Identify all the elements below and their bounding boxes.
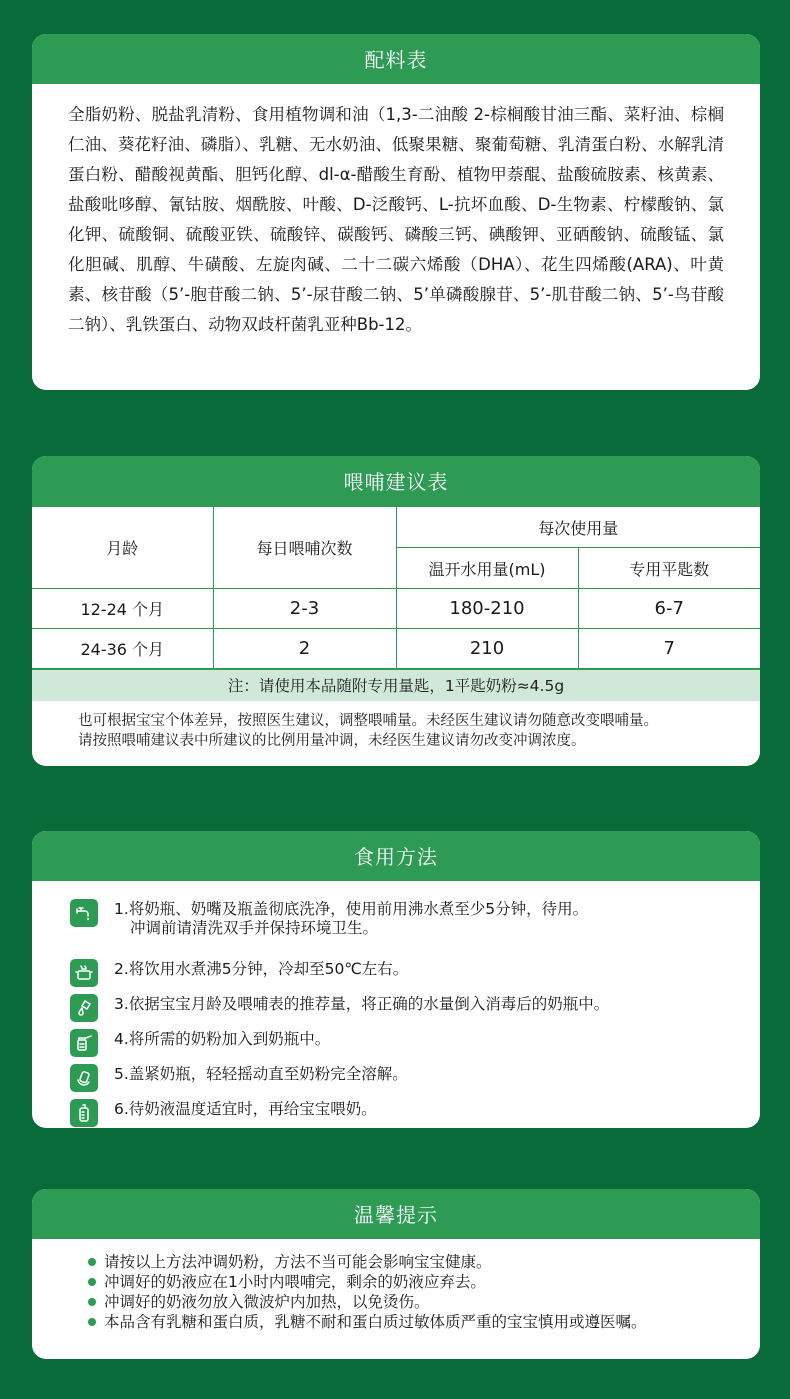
step-item [70, 994, 760, 1029]
step-text: 2.将饮用水煮沸5分钟，冷却至50℃左右。 [114, 960, 409, 978]
tips-card [32, 1189, 760, 1359]
cell-water: 210 [396, 629, 578, 669]
cell-scoops: 7 [578, 629, 760, 669]
feeding-card [32, 456, 760, 766]
step-text: 4.将所需的奶粉加入到奶瓶中。 [114, 1030, 331, 1048]
tip-text: 请按以上方法冲调奶粉，方法不当可能会影响宝宝健康。 [104, 1253, 492, 1271]
bullet-icon [88, 1278, 96, 1286]
pour-water-icon [70, 994, 98, 1022]
advice-line: 请按照喂哺建议表中所建议的比例用量冲调，未经医生建议请勿改变冲调浓度。 [78, 733, 586, 749]
cell-age: 24-36 个月 [32, 629, 213, 669]
step-item [70, 1064, 760, 1099]
table-row [32, 589, 760, 629]
step-item [70, 899, 760, 959]
step-item [70, 1029, 760, 1064]
list-item [88, 1292, 760, 1312]
faucet-icon [70, 899, 98, 927]
header-times: 每日喂哺次数 [213, 507, 396, 589]
cell-times: 2 [213, 629, 396, 669]
add-powder-icon [70, 1029, 98, 1057]
advice-line: 也可根据宝宝个体差异，按照医生建议，调整喂哺量。未经医生建议请勿随意改变喂哺量。 [78, 713, 658, 729]
feeding-title: 喂哺建议表 [32, 456, 760, 506]
method-steps [32, 881, 760, 1128]
feeding-note: 注：请使用本品随附专用量匙，1平匙奶粉≈4.5g [32, 669, 760, 701]
header-scoops: 专用平匙数 [578, 548, 760, 589]
step-item [70, 959, 760, 994]
step-item [70, 1099, 760, 1128]
ingredients-title: 配料表 [32, 34, 760, 84]
feeding-advice [32, 701, 760, 751]
header-per-use: 每次使用量 [396, 507, 760, 548]
tips-title: 温馨提示 [32, 1189, 760, 1239]
step-text: 6.待奶液温度适宜时，再给宝宝喂奶。 [114, 1100, 377, 1118]
cell-scoops: 6-7 [578, 589, 760, 629]
ingredients-card [32, 34, 760, 390]
step-text: 5.盖紧奶瓶，轻轻摇动直至奶粉完全溶解。 [114, 1065, 408, 1083]
pot-icon [70, 959, 98, 987]
step-text: 3.依据宝宝月龄及喂哺表的推荐量，将正确的水量倒入消毒后的奶瓶中。 [114, 995, 610, 1013]
header-age: 月龄 [32, 507, 213, 589]
method-title: 食用方法 [32, 831, 760, 881]
cell-water: 180-210 [396, 589, 578, 629]
bullet-icon [88, 1298, 96, 1306]
list-item [88, 1312, 760, 1332]
cell-age: 12-24 个月 [32, 589, 213, 629]
feeding-table [32, 506, 760, 669]
table-row [32, 629, 760, 669]
bullet-icon [88, 1318, 96, 1326]
tip-text: 冲调好的奶液应在1小时内喂哺完，剩余的奶液应弃去。 [104, 1273, 486, 1291]
step-text: 1.将奶瓶、奶嘴及瓶盖彻底洗净，使用前用沸水煮至少5分钟，待用。 [114, 900, 589, 918]
shake-bottle-icon [70, 1064, 98, 1092]
cell-times: 2-3 [213, 589, 396, 629]
bullet-icon [88, 1258, 96, 1266]
tip-text: 本品含有乳糖和蛋白质，乳糖不耐和蛋白质过敏体质严重的宝宝慎用或遵医嘱。 [104, 1313, 647, 1331]
tips-list [32, 1239, 760, 1332]
tip-text: 冲调好的奶液勿放入微波炉内加热，以免烫伤。 [104, 1293, 430, 1311]
step-text-continued: 冲调前请清洗双手并保持环境卫生。 [130, 919, 379, 937]
list-item [88, 1252, 760, 1272]
list-item [88, 1272, 760, 1292]
method-card [32, 831, 760, 1128]
header-water: 温开水用量(mL) [396, 548, 578, 589]
baby-bottle-icon [70, 1099, 98, 1127]
ingredients-text: 全脂奶粉、脱盐乳清粉、食用植物调和油（1,3-二油酸 2-棕榈酸甘油三酯、菜籽油、棕榈仁油、葵花籽油、磷脂）、乳糖、无水奶油、低聚果糖、聚葡萄糖、乳清蛋白粉、水解乳清蛋白粉、醋酸视黄酯、胆钙化醇、dl-α-醋酸生育酚、植物甲萘醌、盐酸硫胺素、核黄素、盐酸吡哆醇、氰钴胺、烟酰胺、叶酸、D-泛酸钙、L-抗坏血酸、D-生物素、柠檬酸钠、氯化钾、硫酸铜、硫酸亚铁、硫酸锌、碳酸钙、磷酸三钙、碘酸钾、亚硒酸钠、硫酸锰、氯化胆碱、肌醇、牛磺酸、左旋肉碱、二十二碳六烯酸（DHA）、花生四烯酸(ARA)、叶黄素、核苷酸（5’-胞苷酸二钠、5’-尿苷酸二钠、5’单磷酸腺苷、5’-肌苷酸二钠、5’-鸟苷酸二钠）、乳铁蛋白、动物双歧杆菌乳亚种Bb-12。 [68, 105, 724, 334]
